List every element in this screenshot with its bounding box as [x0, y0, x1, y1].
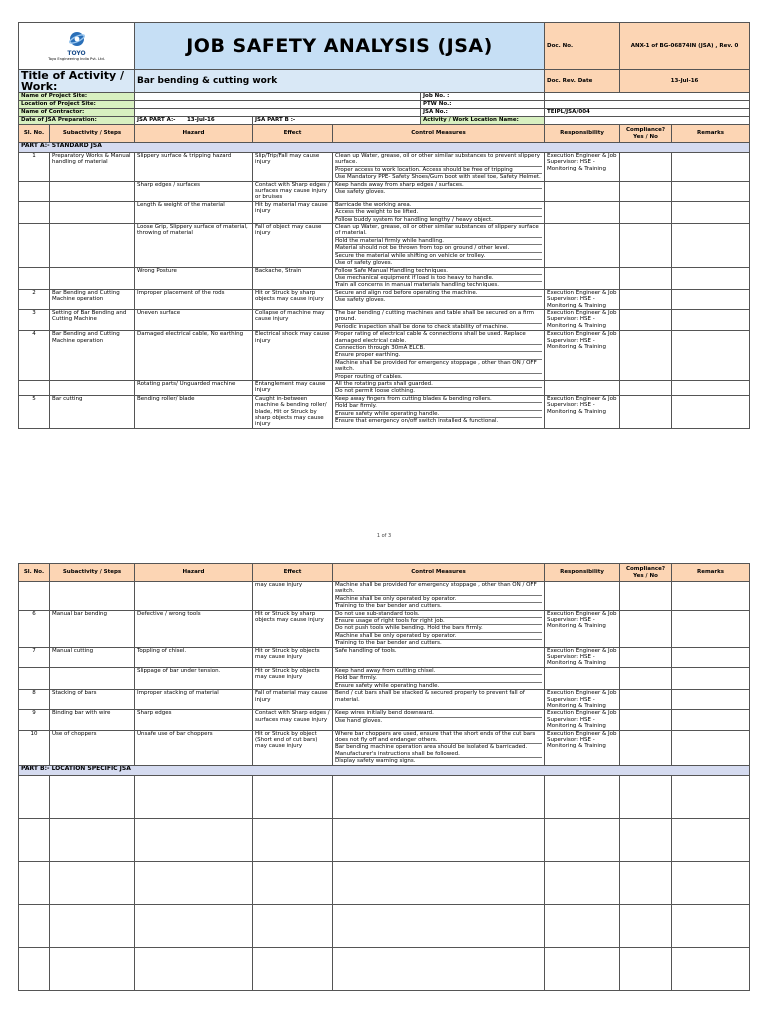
responsibility-cell	[545, 582, 620, 611]
control-measure-item: Follow buddy system for handling lengthy / heavy object.	[335, 216, 493, 223]
hazard-cell: Rotating parts/ Unguarded machine	[135, 381, 253, 396]
hazard-cell	[135, 582, 253, 611]
compliance-cell	[620, 710, 672, 730]
effect-cell: Hit or Struck by sharp objects may cause injury	[253, 610, 333, 647]
continuation-rows	[19, 582, 750, 766]
responsibility-cell	[545, 201, 620, 223]
sl-no-cell	[19, 381, 50, 396]
compliance-cell	[620, 309, 672, 330]
project-site-label: Name of Project Site:	[19, 93, 135, 101]
control-measure-item: Secure and align rod before operating the machine.	[335, 290, 542, 297]
effect-cell: Contact with Sharp edges / surfaces may cause injury or bruises	[253, 181, 333, 201]
compliance-cell	[620, 647, 672, 667]
effect-cell: Hit or Struck by objects may cause injury	[253, 667, 333, 689]
col-remarks: Remarks	[672, 125, 750, 143]
table-row	[19, 710, 750, 730]
logo-text: TOYO	[67, 50, 86, 58]
control-measure-item: Follow Safe Manual Handling techniques.	[335, 268, 542, 275]
compliance-cell	[620, 201, 672, 223]
control-measure-item: Keep hand away from cutting chisel.	[335, 668, 542, 675]
sl-no-cell: 1	[19, 153, 50, 182]
hazard-cell: Improper stacking of material	[135, 690, 253, 710]
remarks-cell	[672, 201, 750, 223]
remarks-cell	[672, 153, 750, 182]
col-control-measures: Control Measures	[333, 564, 545, 582]
subactivity-cell	[50, 582, 135, 611]
control-measure-item: Use safety gloves.	[335, 297, 386, 304]
remarks-cell	[672, 181, 750, 201]
responsibility-cell: Execution Engineer & Job Supervisor: HSE - Monitoring & Training	[545, 289, 620, 309]
compliance-cell	[620, 267, 672, 289]
compliance-cell	[620, 395, 672, 428]
sl-no-cell	[19, 582, 50, 611]
subactivity-cell: Bar Bending and Cutting Machine operation	[50, 289, 135, 309]
control-measure-item: Clean up Water, grease, oil or other similar substances to prevent slippery surface.	[335, 153, 542, 167]
effect-cell: Backache, Strain	[253, 267, 333, 289]
sl-no-cell: 4	[19, 331, 50, 381]
hazard-cell: Wrong Posture	[135, 267, 253, 289]
control-measure-item: Machine shall be only operated by operator.	[335, 633, 542, 640]
control-measure-item: Barricade the working area.	[335, 202, 542, 209]
sl-no-cell	[19, 181, 50, 201]
sl-no-cell: 7	[19, 647, 50, 667]
subactivity-cell: Manual bar bending	[50, 610, 135, 647]
control-measures-cell	[333, 647, 545, 667]
sl-no-cell: 6	[19, 610, 50, 647]
effect-cell: Caught in-between machine & bending roller/ blade, Hit or Struck by sharp objects may cause injury	[253, 395, 333, 428]
table-row	[19, 381, 750, 396]
control-measure-item: Training to the bar bender and cutters.	[335, 603, 442, 610]
control-measures-cell	[333, 267, 545, 289]
effect-cell: Hit or Struck by sharp objects may cause injury	[253, 289, 333, 309]
control-measure-item: Hold the material firmly while handling.	[335, 238, 542, 245]
control-measure-item: Secure the material while shifting on vehicle or trolley.	[335, 253, 542, 260]
responsibility-cell: Execution Engineer & Job Supervisor: HSE - Monitoring & Training	[545, 710, 620, 730]
control-measure-item: Keep hands away from sharp edges / surfaces.	[335, 182, 542, 189]
jsa-no-label: JSA No.:	[421, 109, 545, 117]
subactivity-cell: Binding bar with wire	[50, 710, 135, 730]
sl-no-cell: 10	[19, 730, 50, 765]
subactivity-cell	[50, 181, 135, 201]
sl-no-cell	[19, 201, 50, 223]
col-sl-no: Sl. No.	[19, 125, 50, 143]
hazard-cell: Improper placement of the rods	[135, 289, 253, 309]
remarks-cell	[672, 331, 750, 381]
company-logo	[19, 23, 135, 70]
page-2	[18, 563, 749, 991]
jsa-header-table	[18, 22, 750, 429]
sl-no-cell	[19, 267, 50, 289]
activity-title-label: Title of Activity / Work:	[19, 70, 135, 93]
part-a-title: PART A:- STANDARD JSA	[19, 143, 750, 153]
remarks-cell	[672, 224, 750, 267]
ptw-no-value	[545, 101, 750, 109]
control-measure-item: Ensure proper earthing.	[335, 352, 542, 359]
remarks-cell	[672, 610, 750, 647]
hazard-cell: Defective / wrong tools	[135, 610, 253, 647]
doc-no-label: Doc. No.	[545, 23, 620, 70]
remarks-cell	[672, 289, 750, 309]
control-measure-item: Ensure that emergency on/off switch installed & functional.	[335, 418, 499, 425]
compliance-cell	[620, 730, 672, 765]
subactivity-cell: Preparatory Works & Manual handling of material	[50, 153, 135, 182]
table-row	[19, 690, 750, 710]
control-measure-item: Training to the bar bender and cutters.	[335, 640, 442, 647]
hazard-cell: Sharp edges / surfaces	[135, 181, 253, 201]
table-row	[19, 395, 750, 428]
location-label: Location of Project Site:	[19, 101, 135, 109]
control-measures-cell	[333, 309, 545, 330]
table-row	[19, 289, 750, 309]
part-b-label: JSA PART B :-	[253, 117, 421, 125]
control-measure-item: Machine shall be only operated by operator.	[335, 596, 542, 603]
control-measure-item: Access the weight to be lifted.	[335, 209, 542, 216]
control-measure-item: Machine shall be provided for emergency stoppage , other than ON / OFF switch.	[335, 582, 542, 596]
job-no-label: Job No. :	[421, 93, 545, 101]
control-measure-item: Where bar choppers are used, ensure that the short ends of the cut bars does not fly off and endanger others.	[335, 731, 542, 745]
sl-no-cell: 5	[19, 395, 50, 428]
remarks-cell	[672, 395, 750, 428]
effect-cell: Contact with Sharp edges / surfaces may cause injury	[253, 710, 333, 730]
hazard-cell: Slippery surface & tripping hazard	[135, 153, 253, 182]
contractor-label: Name of Contractor:	[19, 109, 135, 117]
compliance-cell	[620, 667, 672, 689]
control-measures-cell	[333, 201, 545, 223]
effect-cell: Entanglement may cause injury	[253, 381, 333, 396]
table-row	[19, 309, 750, 330]
control-measure-item: Do not use sub-standard tools.	[335, 611, 542, 618]
jsa-date-label: Date of JSA Preparation:	[19, 117, 135, 125]
responsibility-cell: Execution Engineer & Job Supervisor: HSE - Monitoring & Training	[545, 153, 620, 182]
compliance-cell	[620, 181, 672, 201]
remarks-cell	[672, 647, 750, 667]
hazard-cell: Bending roller/ blade	[135, 395, 253, 428]
col-compliance: Compliance? Yes / No	[620, 564, 672, 582]
control-measure-item: Proper access to work location. Access should be free of tripping	[335, 167, 542, 174]
sl-no-cell: 8	[19, 690, 50, 710]
jsa-continuation-table	[18, 563, 750, 991]
ptw-no-label: PTW No.:	[421, 101, 545, 109]
doc-no-value: ANX-1 of BG-06874IN (JSA) , Rev. 0	[620, 23, 750, 70]
control-measure-item: Machine shall be provided for emergency stoppage , other than ON / OFF switch.	[335, 360, 542, 374]
responsibility-cell: Execution Engineer & Job Supervisor: HSE - Monitoring & Training	[545, 690, 620, 710]
control-measures-cell	[333, 610, 545, 647]
compliance-cell	[620, 582, 672, 611]
control-measure-item: Do not push tools while bending. Hold the bars firmly.	[335, 625, 542, 632]
table-row	[19, 201, 750, 223]
table-row	[19, 667, 750, 689]
sl-no-cell: 9	[19, 710, 50, 730]
effect-cell: Fall of object may cause injury	[253, 224, 333, 267]
table-row	[19, 224, 750, 267]
remarks-cell	[672, 730, 750, 765]
responsibility-cell	[545, 381, 620, 396]
responsibility-cell	[545, 181, 620, 201]
control-measures-cell	[333, 224, 545, 267]
control-measure-item: Use safety gloves.	[335, 189, 386, 196]
compliance-cell	[620, 381, 672, 396]
control-measure-item: Material should not be thrown from top on ground / other level.	[335, 245, 542, 252]
column-header-row	[19, 564, 750, 582]
part-a-label: JSA PART A:- 13-Jul-16	[135, 117, 253, 125]
table-row	[19, 582, 750, 611]
subactivity-cell: Setting of Bar Bending and Cutting Machine	[50, 309, 135, 330]
col-remarks: Remarks	[672, 564, 750, 582]
remarks-cell	[672, 710, 750, 730]
hazard-cell: Toppling of chisel.	[135, 647, 253, 667]
location-value	[135, 101, 421, 109]
sl-no-cell	[19, 224, 50, 267]
col-sl-no: Sl. No.	[19, 564, 50, 582]
control-measure-item: Use mechanical equipment if load is too heavy to handle.	[335, 275, 542, 282]
blank-row	[19, 904, 750, 947]
col-compliance: Compliance? Yes / No	[620, 125, 672, 143]
control-measure-item: Bar bending machine operation area should be isolated & barricaded. Manufacturer's instructions shall be followed.	[335, 744, 542, 758]
control-measure-item: Display safety warning signs.	[335, 758, 416, 765]
part-a-date: 13-Jul-16	[186, 117, 215, 124]
sl-no-cell: 3	[19, 309, 50, 330]
effect-cell: Hit or Struck by object (Short end of cut bars) may cause injury	[253, 730, 333, 765]
responsibility-cell: Execution Engineer & Job Supervisor: HSE - Monitoring & Training	[545, 647, 620, 667]
remarks-cell	[672, 381, 750, 396]
control-measure-item: Clean up Water, grease, oil or other similar substances of slippery surface of material.	[335, 224, 542, 238]
control-measures-cell	[333, 153, 545, 182]
subactivity-cell	[50, 267, 135, 289]
subactivity-cell	[50, 201, 135, 223]
control-measure-item: Connection through 30mA ELCB.	[335, 345, 542, 352]
control-measures-cell	[333, 289, 545, 309]
control-measure-item: Use Mandatory PPE- Safety Shoes/Gum boot with steel toe, Safety Helmet.	[335, 174, 541, 181]
activity-location-label: Activity / Work Location Name:	[421, 117, 545, 125]
control-measures-cell	[333, 395, 545, 428]
responsibility-cell	[545, 267, 620, 289]
subactivity-cell: Use of choppers	[50, 730, 135, 765]
subactivity-cell	[50, 667, 135, 689]
control-measure-item: Keep wires initially bend downward.	[335, 710, 542, 717]
part-b-blank-rows	[19, 775, 750, 990]
remarks-cell	[672, 309, 750, 330]
remarks-cell	[672, 582, 750, 611]
control-measure-item: Hold bar firmly.	[335, 403, 542, 410]
compliance-cell	[620, 331, 672, 381]
col-responsibility: Responsibility	[545, 564, 620, 582]
hazard-cell: Uneven surface	[135, 309, 253, 330]
column-header-row	[19, 125, 750, 143]
col-hazard: Hazard	[135, 125, 253, 143]
col-effect: Effect	[253, 564, 333, 582]
blank-row	[19, 861, 750, 904]
control-measures-cell	[333, 710, 545, 730]
page-1	[18, 22, 749, 429]
control-measure-item: Ensure safety while operating handle.	[335, 411, 542, 418]
col-hazard: Hazard	[135, 564, 253, 582]
control-measure-item: Safe handling of tools.	[335, 647, 397, 654]
effect-cell: Collapse of machine may cause injury	[253, 309, 333, 330]
table-row	[19, 267, 750, 289]
col-responsibility: Responsibility	[545, 125, 620, 143]
effect-cell: Hit or Struck by objects may cause injury	[253, 647, 333, 667]
hazard-cell: Unsafe use of bar choppers	[135, 730, 253, 765]
control-measure-item: Train all concerns in manual materials handling techniques.	[335, 282, 499, 289]
responsibility-cell: Execution Engineer & Job Supervisor: HSE - Monitoring & Training	[545, 309, 620, 330]
control-measure-item: Proper routing of cables.	[335, 373, 403, 380]
hazard-cell: Loose Grip, Slippery surface of material, throwing of material	[135, 224, 253, 267]
jsa-no-value: TEIPL/JSA/004	[545, 109, 750, 117]
remarks-cell	[672, 667, 750, 689]
control-measure-item: Ensure safety while operating handle.	[335, 682, 440, 689]
effect-cell: Slip/Trip/Fall may cause injury	[253, 153, 333, 182]
hazard-cell: Slippage of bar under tension.	[135, 667, 253, 689]
doc-rev-label: Doc. Rev. Date	[545, 70, 620, 93]
control-measures-cell	[333, 582, 545, 611]
sl-no-cell	[19, 667, 50, 689]
col-subactivity: Subactivity / Steps	[50, 564, 135, 582]
responsibility-cell: Execution Engineer & Job Supervisor: HSE - Monitoring & Training	[545, 610, 620, 647]
remarks-cell	[672, 690, 750, 710]
control-measure-item: Do not permit loose clothing.	[335, 388, 416, 395]
toyo-logo-icon	[66, 31, 88, 49]
table-row	[19, 331, 750, 381]
sl-no-cell: 2	[19, 289, 50, 309]
responsibility-cell: Execution Engineer & Job Supervisor: HSE - Monitoring & Training	[545, 730, 620, 765]
compliance-cell	[620, 690, 672, 710]
blank-row	[19, 818, 750, 861]
control-measure-item: Proper rating of electrical cable & connections shall be used. Replace damaged electrical cable.	[335, 331, 542, 345]
activity-title-value: Bar bending & cutting work	[135, 70, 545, 93]
table-row	[19, 181, 750, 201]
hazard-cell: Length & weight of the material	[135, 201, 253, 223]
blank-row	[19, 775, 750, 818]
compliance-cell	[620, 610, 672, 647]
blank-row	[19, 947, 750, 990]
hazard-cell: Damaged electrical cable, No earthing	[135, 331, 253, 381]
effect-cell: Fall of material may cause injury	[253, 690, 333, 710]
job-no-value	[545, 93, 750, 101]
contractor-value	[135, 109, 421, 117]
responsibility-cell: Execution Engineer & Job Supervisor: HSE - Monitoring & Training	[545, 331, 620, 381]
remarks-cell	[672, 267, 750, 289]
col-control-measures: Control Measures	[333, 125, 545, 143]
subactivity-cell	[50, 224, 135, 267]
activity-location-value	[545, 117, 750, 125]
subactivity-cell: Stacking of bars	[50, 690, 135, 710]
control-measures-cell	[333, 331, 545, 381]
control-measure-item: Use hand gloves.	[335, 717, 383, 724]
compliance-cell	[620, 153, 672, 182]
control-measure-item: Periodic inspection shall be done to check stability of machine.	[335, 323, 509, 330]
table-row	[19, 647, 750, 667]
responsibility-cell: Execution Engineer & Job Supervisor: HSE - Monitoring & Training	[545, 395, 620, 428]
doc-rev-value: 13-Jul-16	[620, 70, 750, 93]
responsibility-cell	[545, 667, 620, 689]
effect-cell: may cause injury	[253, 582, 333, 611]
part-a-rows	[19, 153, 750, 429]
control-measure-item: Hold bar firmly.	[335, 675, 542, 682]
effect-cell: Hit by material may cause injury	[253, 201, 333, 223]
control-measures-cell	[333, 381, 545, 396]
control-measures-cell	[333, 730, 545, 765]
control-measure-item: Keep away fingers from cutting blades & bending rollers.	[335, 396, 542, 403]
page-number: 1 of 3	[376, 533, 392, 539]
document-title: JOB SAFETY ANALYSIS (JSA)	[135, 23, 545, 70]
control-measure-item: All the rotating parts shall guarded.	[335, 381, 542, 388]
control-measures-cell	[333, 181, 545, 201]
table-row	[19, 610, 750, 647]
table-row	[19, 153, 750, 182]
hazard-cell: Sharp edges	[135, 710, 253, 730]
subactivity-cell: Manual cutting	[50, 647, 135, 667]
subactivity-cell: Bar Bending and Cutting Machine operation	[50, 331, 135, 381]
control-measure-item: Ensure usage of right tools for right job.	[335, 618, 542, 625]
control-measure-item: The bar bending / cutting machines and table shall be secured on a firm ground.	[335, 310, 542, 324]
compliance-cell	[620, 224, 672, 267]
effect-cell: Electrical shock may cause injury	[253, 331, 333, 381]
responsibility-cell	[545, 224, 620, 267]
col-subactivity: Subactivity / Steps	[50, 125, 135, 143]
col-effect: Effect	[253, 125, 333, 143]
control-measures-cell	[333, 667, 545, 689]
control-measure-item: Bend / cut bars shall be stacked & secured properly to prevent fall of material.	[335, 690, 525, 703]
control-measure-item: Use of safety gloves.	[335, 260, 393, 267]
control-measures-cell	[333, 690, 545, 710]
subactivity-cell: Bar cutting	[50, 395, 135, 428]
subactivity-cell	[50, 381, 135, 396]
part-b-title: PART B:- LOCATION SPECIFIC JSA	[19, 765, 750, 775]
project-site-value	[135, 93, 421, 101]
table-row	[19, 730, 750, 765]
company-name: Toyo Engineering India Pvt. Ltd.	[48, 57, 105, 62]
compliance-cell	[620, 289, 672, 309]
